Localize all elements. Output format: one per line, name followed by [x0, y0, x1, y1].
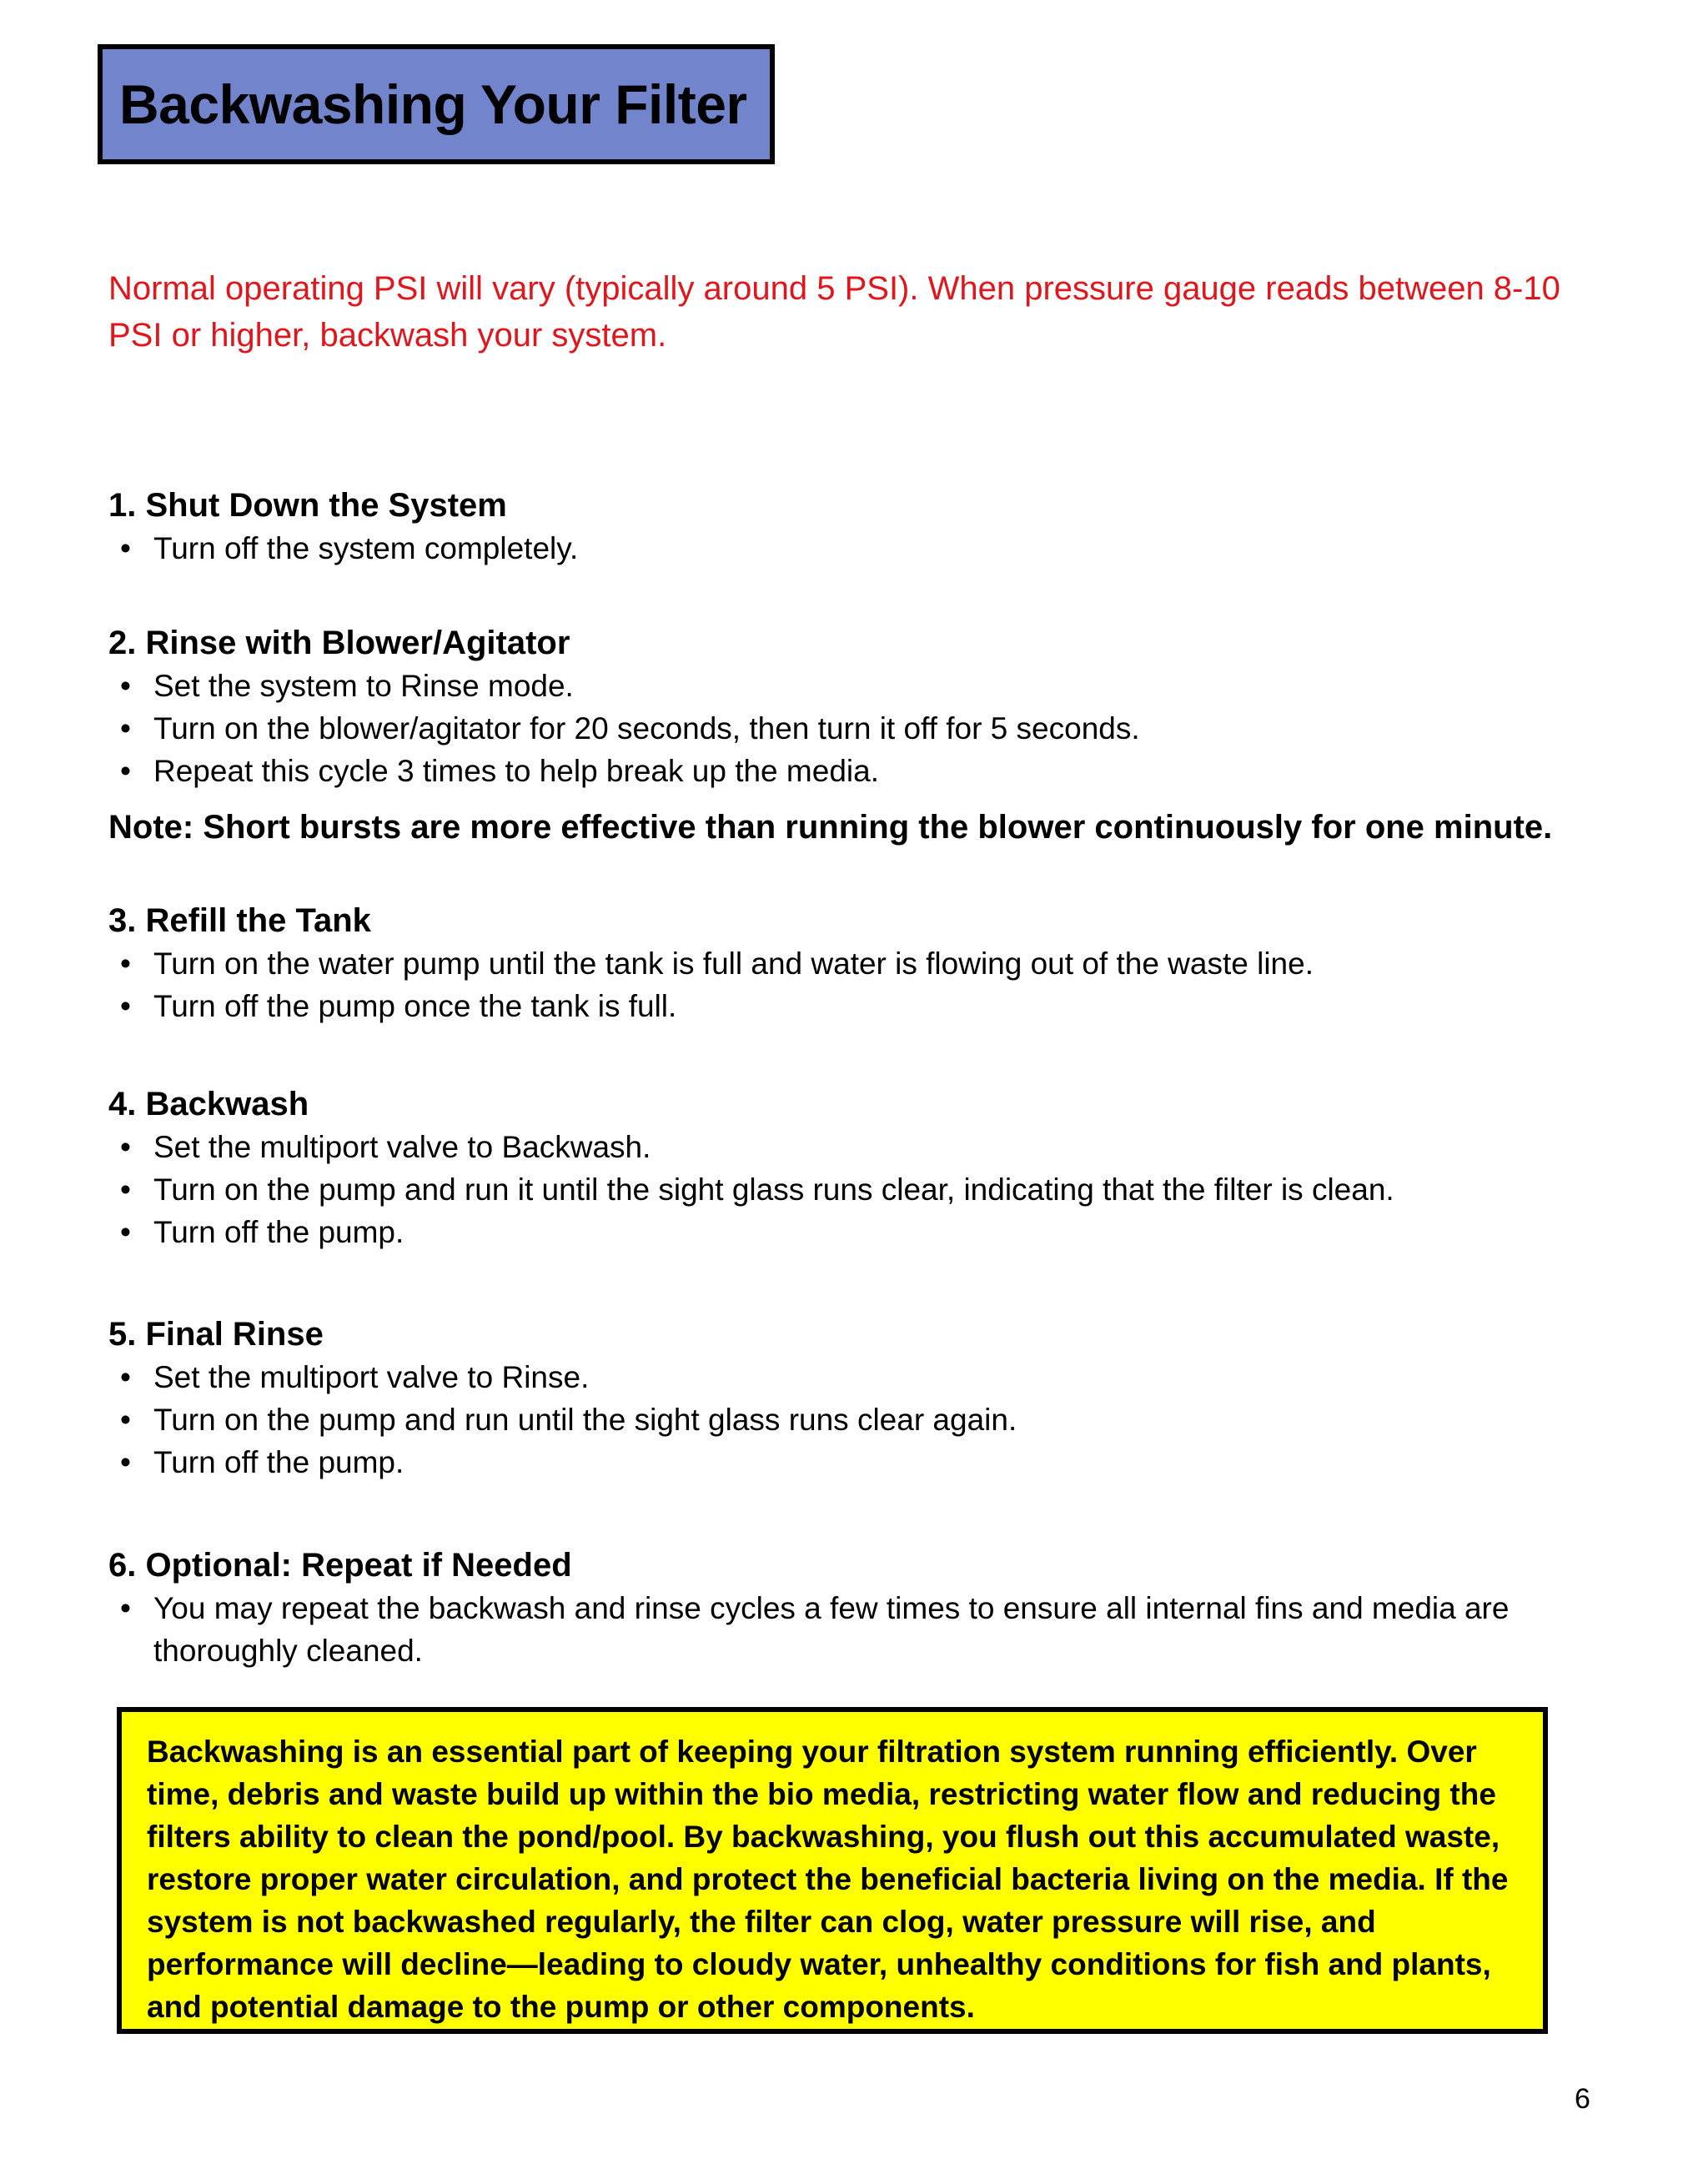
blower-note: Note: Short bursts are more effective than running the blower continuously for one minute.: [108, 809, 1553, 846]
bullet-item: • Set the system to Rinse mode.: [120, 669, 574, 703]
bullet-item: • Turn off the pump.: [120, 1215, 404, 1249]
step-bullets: [108, 1126, 1593, 1253]
step-5: [108, 1313, 1593, 1484]
step-6: [108, 1544, 1593, 1672]
bullet-item: • You may repeat the backwash and rinse cycles a few times to ensure all internal fins and media are thoroughly cleaned.: [120, 1591, 1510, 1668]
step-3: [108, 899, 1593, 1027]
step-heading: 6. Optional: Repeat if Needed: [108, 1547, 572, 1584]
step-heading: 4. Backwash: [108, 1086, 309, 1122]
bullet-item: • Turn on the pump and run it until the sight glass runs clear, indicating that the filter is clean.: [120, 1172, 1394, 1207]
bullet-item: • Turn on the water pump until the tank is full and water is flowing out of the waste line.: [120, 946, 1314, 981]
step-2: [108, 621, 1593, 792]
intro-warning: Normal operating PSI will vary (typically around 5 PSI). When pressure gauge reads between 8-10 PSI or higher, backwash your system.: [108, 270, 1560, 354]
callout-text: Backwashing is an essential part of keeping your filtration system running efficiently. Over time, debris and waste build up within the bio media, restricting water flow and reducing the filters ability to clean the pond/pool. By backwashing, you flush out this accumulated waste, restore proper water circulation, and protect the beneficial bacteria living on the media. If the system is not backwashed regularly, the filter can clog, water pressure will rise, and performance will decline—leading to cloudy water, unhealthy conditions for fish and plants, and potential damage to the pump or other components.: [147, 1735, 1509, 2024]
page-number: 6: [1575, 2083, 1590, 2115]
info-callout-box: [117, 1707, 1548, 2034]
bullet-item: • Turn off the system completely.: [120, 531, 579, 565]
step-bullets: [108, 665, 1593, 792]
step-bullets: [108, 942, 1593, 1027]
bullet-item: • Turn off the pump once the tank is full.: [120, 989, 677, 1023]
bullet-item: • Set the multiport valve to Backwash.: [120, 1130, 651, 1164]
step-heading: 1. Shut Down the System: [108, 487, 507, 524]
step-1: [108, 484, 1593, 570]
bullet-item: • Repeat this cycle 3 times to help break up the media.: [120, 754, 879, 788]
step-bullets: [108, 1356, 1593, 1484]
title-box: [98, 44, 775, 164]
page-title: Backwashing Your Filter: [119, 73, 747, 135]
step-heading: 2. Rinse with Blower/Agitator: [108, 625, 570, 661]
step-bullets: [108, 527, 1593, 570]
bullet-item: • Turn on the pump and run until the sight glass runs clear again.: [120, 1403, 1017, 1437]
bullet-item: • Turn on the blower/agitator for 20 seconds, then turn it off for 5 seconds.: [120, 711, 1140, 746]
step-heading: 3. Refill the Tank: [108, 902, 371, 939]
step-4: [108, 1082, 1593, 1253]
bullet-item: • Set the multiport valve to Rinse.: [120, 1360, 590, 1394]
step-bullets: [108, 1587, 1593, 1672]
step-heading: 5. Final Rinse: [108, 1316, 324, 1353]
bullet-item: • Turn off the pump.: [120, 1445, 404, 1479]
